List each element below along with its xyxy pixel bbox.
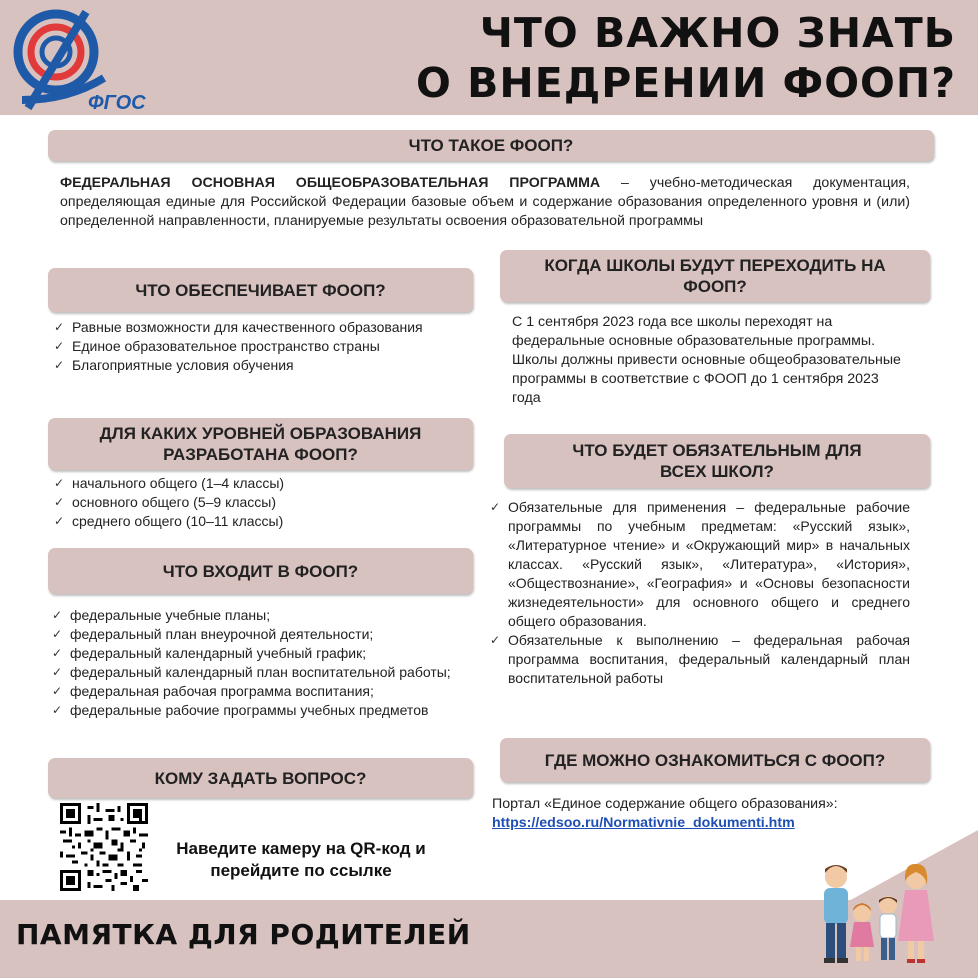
- where-text: [492, 795, 912, 833]
- list-item: ✓ Обязательные к выполнению – федеральная рабочая программа воспитания, федеральный календарный план воспитательной работы: [488, 631, 910, 688]
- what-is-body: – учебно-методическая документация, определяющая единые для Российской Федерации базовые объем и содержание образования определенного уровня и (или) определенной направленности, планируемые результаты освоения образовательной программы: [60, 175, 910, 229]
- contents-heading: ЧТО ВХОДИТ В ФООП?: [48, 548, 473, 594]
- list-item: ✓ федеральный план внеурочной деятельности;: [50, 625, 490, 644]
- mandatory-list: [488, 498, 910, 688]
- provides-heading: ЧТО ОБЕСПЕЧИВАЕТ ФООП?: [48, 268, 473, 312]
- qr-code-icon[interactable]: [60, 803, 148, 891]
- what-is-text: [60, 174, 910, 231]
- what-is-bold: ФЕДЕРАЛЬНАЯ ОСНОВНАЯ ОБЩЕОБРАЗОВАТЕЛЬНАЯ ПРОГРАММА: [60, 175, 601, 191]
- list-item: ✓ начального общего (1–4 классы): [52, 474, 452, 493]
- list-item: ✓ Благоприятные условия обучения: [52, 356, 452, 375]
- where-label: Портал «Единое содержание общего образования»:: [492, 796, 838, 812]
- qr-caption: Наведите камеру на QR-код и перейдите по ссылке: [176, 839, 426, 880]
- provides-list: [52, 318, 452, 375]
- list-item: ✓ основного общего (5–9 классы): [52, 493, 452, 512]
- list-item: ✓ федеральный календарный учебный график;: [50, 644, 490, 663]
- list-item: ✓ среднего общего (10–11 классы): [52, 512, 452, 531]
- page-title: [416, 8, 956, 108]
- list-item: ✓ федеральный календарный план воспитательной работы;: [50, 663, 490, 682]
- edsoo-link[interactable]: https://edsoo.ru/Normativnie_dokumenti.htm: [492, 815, 795, 831]
- family-illustration-icon: [810, 855, 940, 970]
- when-text: С 1 сентября 2023 года все школы переходят на федеральные основные образовательные программы. Школы должны привести основные общеобразовательные программы в соответствие с ФООП до 1 сентября 2023 года: [512, 314, 901, 406]
- when-heading: КОГДА ШКОЛЫ БУДУТ ПЕРЕХОДИТЬ НА ФООП?: [500, 250, 930, 302]
- list-item: ✓ Единое образовательное пространство страны: [52, 337, 452, 356]
- list-item: ✓ Равные возможности для качественного образования: [52, 318, 452, 337]
- logo-text: ФГОС: [88, 92, 146, 114]
- title-line-1: ЧТО ВАЖНО ЗНАТЬ: [479, 9, 956, 57]
- mandatory-heading: ЧТО БУДЕТ ОБЯЗАТЕЛЬНЫМ ДЛЯ ВСЕХ ШКОЛ?: [504, 434, 930, 488]
- footer-title: ПАМЯТКА ДЛЯ РОДИТЕЛЕЙ: [16, 918, 471, 951]
- levels-list: [52, 474, 452, 531]
- levels-heading: ДЛЯ КАКИХ УРОВНЕЙ ОБРАЗОВАНИЯ РАЗРАБОТАНА ФООП?: [48, 418, 473, 470]
- list-item: ✓ федеральные рабочие программы учебных предметов: [50, 701, 490, 720]
- list-item: ✓ федеральные учебные планы;: [50, 606, 490, 625]
- title-line-2: О ВНЕДРЕНИИ ФООП?: [416, 59, 956, 107]
- ask-heading: КОМУ ЗАДАТЬ ВОПРОС?: [48, 758, 473, 798]
- where-heading: ГДЕ МОЖНО ОЗНАКОМИТЬСЯ С ФООП?: [500, 738, 930, 782]
- contents-list: [50, 606, 490, 720]
- what-is-heading: ЧТО ТАКОЕ ФООП?: [48, 130, 934, 161]
- list-item: ✓ Обязательные для применения – федеральные рабочие программы по учебным предметам: «Русский язык», «Литературное чтение» и «Окружающий мир» в начальных классах. «Русский язык», «Литература», «История», «Обществознание», «География» и «Основы безопасности жизнедеятельности» для основного общего и среднего общего образования.: [488, 498, 910, 631]
- list-item: ✓ федеральная рабочая программа воспитания;: [50, 682, 490, 701]
